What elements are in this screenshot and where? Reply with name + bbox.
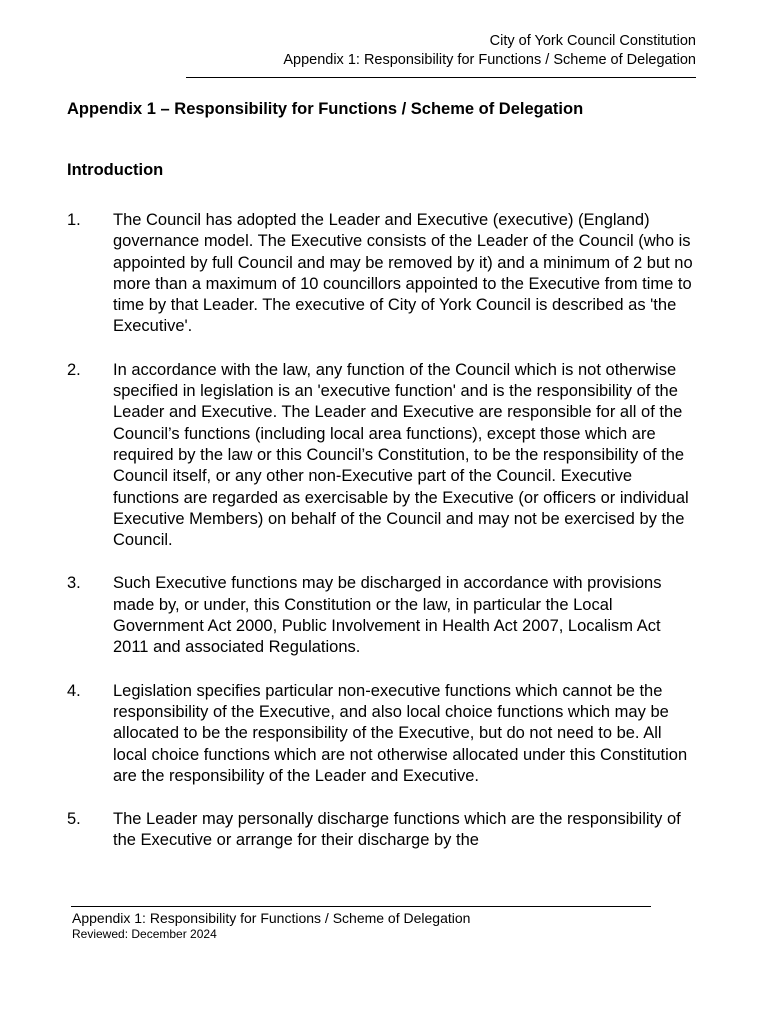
paragraph-number: 5. <box>67 810 81 829</box>
header-divider <box>186 77 696 78</box>
paragraph-4 <box>67 681 695 787</box>
page-header <box>283 32 696 70</box>
paragraph-1 <box>67 210 695 338</box>
header-appendix-title: Appendix 1: Responsibility for Functions / Scheme of Delegation <box>283 52 696 68</box>
paragraph-text: The Leader may personally discharge functions which are the responsibility of the Executive or arrange for their discharge by the <box>113 810 681 850</box>
paragraph-text: In accordance with the law, any function of the Council which is not otherwise specified in legislation is an 'executive function' and is the responsibility of the Leader and Executive. The Leader and Executive are responsible for all of the Council’s functions (including local area functions), except those which are required by the law or this Council’s Constitution, to be the responsibility of the Council itself, or any other non-Executive part of the Council. Executive functions are regarded as exercisable by the Executive (or officers or individual Executive Members) on behalf of the Council and may not be exercised by the Council. <box>113 360 689 550</box>
paragraph-3 <box>67 573 695 658</box>
paragraph-text: Legislation specifies particular non-executive functions which cannot be the responsibility of the Executive, and also local choice functions which may be allocated to be the responsibility of the Executive, but do not need to be. All local choice functions which are not otherwise allocated under this Constitution are the responsibility of the Leader and Executive. <box>113 681 688 785</box>
footer-title: Appendix 1: Responsibility for Functions / Scheme of Delegation <box>72 910 471 926</box>
paragraph-number: 3. <box>67 574 81 593</box>
document-title: Appendix 1 – Responsibility for Functions / Scheme of Delegation <box>67 100 584 118</box>
paragraph-text: Such Executive functions may be discharged in accordance with provisions made by, or under, this Constitution or the law, in particular the Local Government Act 2000, Public Involvement in Health Act 2007, Localism Act 2011 and associated Regulations. <box>113 574 662 657</box>
paragraph-number: 2. <box>67 360 81 379</box>
footer-divider <box>71 906 651 907</box>
paragraph-5 <box>67 809 695 852</box>
paragraph-number: 1. <box>67 211 81 229</box>
paragraph-number: 4. <box>67 681 81 700</box>
section-heading-introduction: Introduction <box>67 161 164 179</box>
paragraph-list <box>67 210 695 852</box>
paragraph-2 <box>67 360 695 552</box>
footer-reviewed-date: Reviewed: December 2024 <box>72 927 217 941</box>
paragraph-text: The Council has adopted the Leader and Executive (executive) (England) governance model. The Executive consists of the Leader of the Council (who is appointed by full Council and may be removed by it) and a minimum of 2 but no more than a maximum of 10 councillors appointed to the Executive from time to time by that Leader. The executive of City of York Council is described as 'the Executive'. <box>113 211 693 336</box>
page-footer <box>72 910 470 941</box>
header-constitution-title: City of York Council Constitution <box>489 33 696 49</box>
